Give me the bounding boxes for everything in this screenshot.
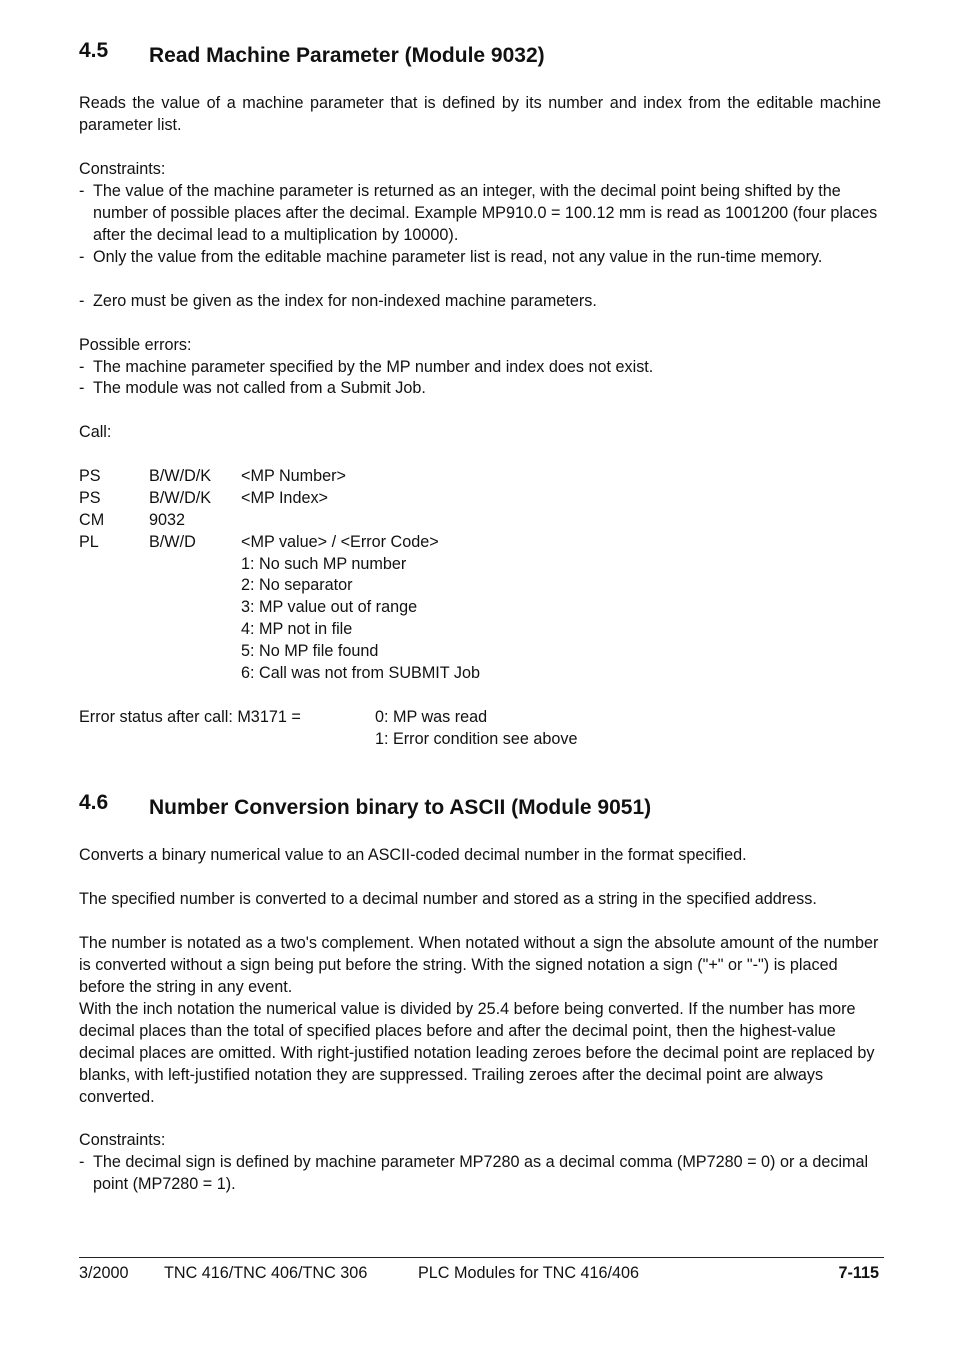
body-paragraph: With the inch notation the numerical value is divided by 25.4 before being converted. If the number has more decimal places than the total of specified places before and after the decimal point, then the highest-value decimal places are omitted. With right-justified notation leading zeroes before the decimal point are replaced by blanks, with left-justified notation they are suppressed. Trailing zeroes after the decimal point are always converted. [79, 1000, 875, 1106]
bullet-dash: - [79, 379, 85, 397]
call-op: PS [79, 489, 101, 507]
error-code: 2: No separator [241, 576, 353, 594]
error-text: The module was not called from a Submit Job. [93, 379, 426, 397]
error-code: 6: Call was not from SUBMIT Job [241, 664, 480, 682]
section-4-5-heading [79, 39, 545, 68]
constraints-label: Constraints: [79, 1131, 166, 1149]
error-status-label: Error status after call: M3171 = [79, 708, 301, 726]
constraint-text: Zero must be given as the index for non-indexed machine parameters. [93, 292, 597, 310]
error-item [79, 356, 881, 378]
constraint-text: The decimal sign is defined by machine parameter MP7280 as a decimal comma (MP7280 = 0) or a decimal point (MP7280 = 1). [93, 1153, 869, 1193]
section-title: Number Conversion binary to ASCII (Module 9051) [149, 796, 652, 819]
constraints-label: Constraints: [79, 160, 166, 178]
call-type: B/W/D/K [149, 489, 212, 507]
call-type: B/W/D [149, 533, 196, 551]
section-intro: Converts a binary numerical value to an ASCII-coded decimal number in the format specified. [79, 846, 747, 864]
call-label: Call: [79, 423, 112, 441]
constraint-text: The value of the machine parameter is returned as an integer, with the decimal point being shifted by the number of possible places after the decimal. Example MP910.0 = 100.12 mm is read as 1001200 (four places after the decimal lead to a multiplication by 10000). [93, 182, 878, 244]
section-title: Read Machine Parameter (Module 9032) [149, 44, 545, 67]
section-number: 4.6 [79, 791, 109, 814]
body-paragraph: The specified number is converted to a decimal number and stored as a string in the specified address. [79, 890, 817, 908]
error-code: 1: No such MP number [241, 555, 407, 573]
bullet-dash: - [79, 292, 85, 310]
section-number: 4.5 [79, 39, 109, 62]
constraint-text: Only the value from the editable machine parameter list is read, not any value in the run-time memory. [93, 248, 823, 266]
constraint-item [79, 180, 881, 246]
footer-page-number: 7-115 [838, 1264, 879, 1282]
error-item [79, 377, 881, 399]
footer-manual-title: PLC Modules for TNC 416/406 [418, 1264, 640, 1282]
error-text: The machine parameter specified by the MP number and index does not exist. [93, 358, 654, 376]
constraint-item [79, 246, 881, 268]
error-code: 5: No MP file found [241, 642, 379, 660]
call-arg: <MP Index> [241, 489, 328, 507]
body-paragraph: The number is notated as a two's complement. When notated without a sign the absolute amount of the number is converted without a sign being put before the string. With the signed notation a sign ("+" or "-") is placed before the string in any event. [79, 934, 879, 996]
footer-date: 3/2000 [79, 1264, 129, 1282]
constraint-item [79, 1151, 881, 1195]
bullet-dash: - [79, 358, 85, 376]
bullet-dash: - [79, 248, 85, 266]
call-op: PS [79, 467, 101, 485]
error-code: 3: MP value out of range [241, 598, 418, 616]
bullet-dash: - [79, 1153, 85, 1171]
errors-label: Possible errors: [79, 336, 192, 354]
footer-controls: TNC 416/TNC 406/TNC 306 [164, 1264, 368, 1282]
call-op: CM [79, 511, 105, 529]
section-intro: Reads the value of a machine parameter that is defined by its number and index from the editable machine parameter list. [79, 94, 881, 134]
error-status-value: 1: Error condition see above [375, 730, 578, 748]
call-arg: <MP Number> [241, 467, 346, 485]
call-op: PL [79, 533, 99, 551]
error-status-value: 0: MP was read [375, 708, 488, 726]
footer-rule [79, 1257, 884, 1258]
bullet-dash: - [79, 182, 85, 200]
error-code: 4: MP not in file [241, 620, 353, 638]
constraint-item [79, 290, 881, 312]
section-4-6-heading [79, 791, 652, 820]
call-type: B/W/D/K [149, 467, 212, 485]
call-arg: <MP value> / <Error Code> [241, 533, 439, 551]
call-type: 9032 [149, 511, 186, 529]
